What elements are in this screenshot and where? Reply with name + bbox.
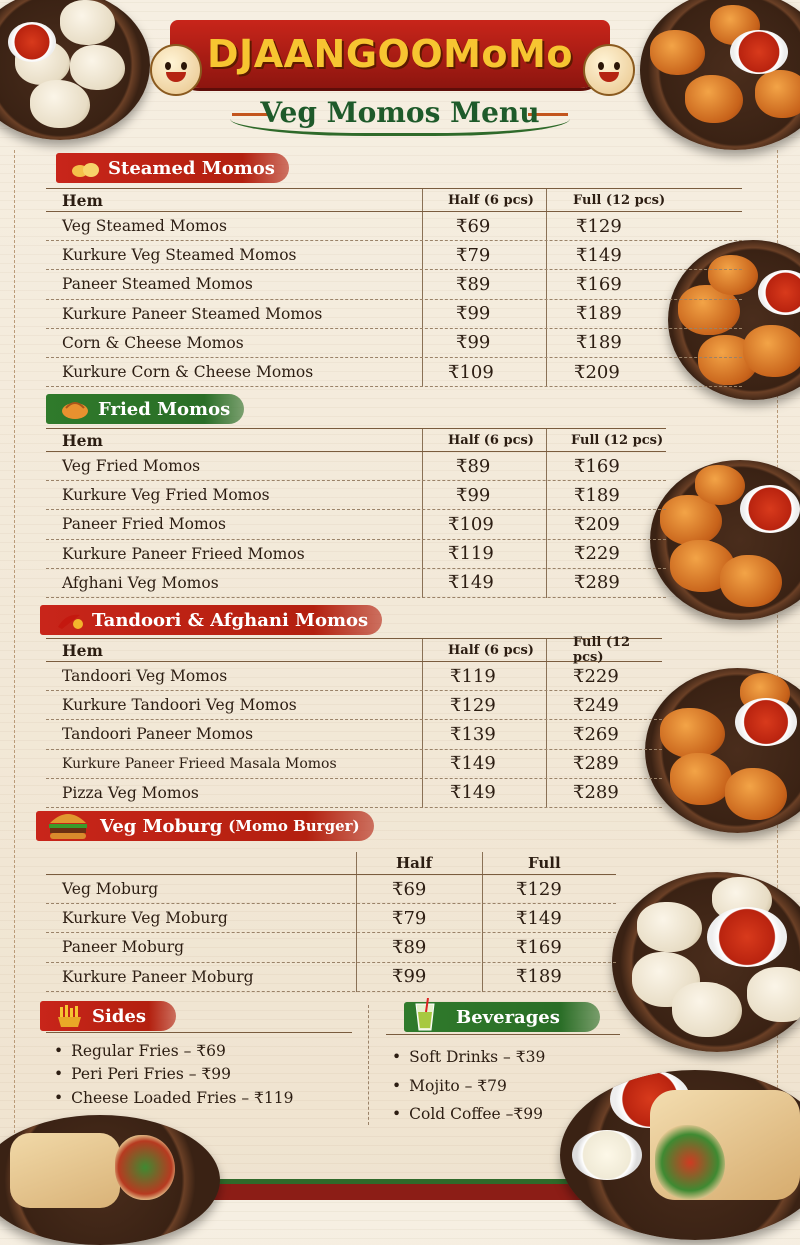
item-name: Kurkure Veg Moburg xyxy=(62,909,228,928)
price-full: ₹189 xyxy=(516,966,562,988)
table-row xyxy=(46,691,662,720)
table-row xyxy=(46,481,666,510)
price-full: ₹249 xyxy=(573,694,619,716)
column-header-item: Hem xyxy=(62,640,103,660)
section-heading-sides xyxy=(40,1001,176,1031)
column-header-item: Hem xyxy=(62,430,103,450)
fried-momo-plate-image xyxy=(640,0,800,150)
beverages-divider xyxy=(386,1034,620,1035)
column-header-half: Half (6 pcs) xyxy=(448,642,534,658)
price-full: ₹169 xyxy=(574,455,620,477)
table-row xyxy=(46,569,666,598)
price-full: ₹289 xyxy=(573,753,619,775)
list-item: • Cold Coffee –₹99 xyxy=(392,1100,545,1129)
table-row xyxy=(46,750,662,779)
list-item: • Cheese Loaded Fries – ₹119 xyxy=(54,1086,294,1110)
item-name: Kurkure Veg Steamed Momos xyxy=(62,246,297,265)
price-half: ₹149 xyxy=(448,572,494,594)
table-header xyxy=(46,188,742,212)
column-header-full: Full (12 pcs) xyxy=(571,432,664,448)
price-full: ₹189 xyxy=(574,484,620,506)
item-name: Kurkure Tandoori Veg Momos xyxy=(62,696,297,715)
column-header-full: Full xyxy=(528,854,561,872)
price-full: ₹289 xyxy=(574,572,620,594)
table-header xyxy=(46,428,666,452)
column-header-half: Half xyxy=(396,854,433,872)
column-header-full: Full (12 pcs) xyxy=(573,192,666,208)
price-full: ₹129 xyxy=(576,215,622,237)
price-half: ₹99 xyxy=(456,332,491,354)
table-row xyxy=(46,212,742,241)
price-half: ₹99 xyxy=(392,966,427,988)
price-half: ₹99 xyxy=(456,303,491,325)
price-half: ₹69 xyxy=(392,878,427,900)
price-full: ₹209 xyxy=(574,513,620,535)
list-item: • Peri Peri Fries – ₹99 xyxy=(54,1063,294,1087)
price-half: ₹129 xyxy=(450,694,496,716)
table-row xyxy=(46,933,616,962)
item-name: Tandoori Veg Momos xyxy=(62,667,228,686)
mascot-left-icon xyxy=(150,44,202,96)
table-row xyxy=(46,904,616,933)
burger-icon xyxy=(46,809,90,843)
section-heading-fried xyxy=(46,394,244,424)
price-half: ₹109 xyxy=(448,513,494,535)
price-full: ₹129 xyxy=(516,878,562,900)
section-title: Sides xyxy=(92,1005,147,1027)
logo-banner xyxy=(170,20,610,88)
price-half: ₹119 xyxy=(450,665,496,687)
table-header xyxy=(46,635,662,665)
price-half: ₹149 xyxy=(450,753,496,775)
item-name: Kurkure Paneer Frieed Masala Momos xyxy=(62,755,337,772)
fried-menu-table xyxy=(46,428,666,598)
section-heading-moburg xyxy=(36,811,374,841)
table-header xyxy=(46,852,616,875)
price-full: ₹229 xyxy=(573,665,619,687)
page-title: Veg Momos Menu xyxy=(260,96,540,129)
column-divider xyxy=(368,1005,369,1125)
price-full: ₹289 xyxy=(573,782,619,804)
price-half: ₹119 xyxy=(448,543,494,565)
wrap-plate-image xyxy=(0,1115,220,1245)
section-subtitle: (Momo Burger) xyxy=(228,817,360,835)
item-name: Veg Fried Momos xyxy=(62,457,201,476)
section-title: Beverages xyxy=(456,1006,560,1028)
item-name: Kurkure Paneer Moburg xyxy=(62,967,254,986)
table-row xyxy=(46,241,742,270)
table-row xyxy=(46,300,742,329)
column-header-half: Half (6 pcs) xyxy=(448,432,534,448)
subtitle-ribbon xyxy=(230,93,570,136)
item-name: Paneer Fried Momos xyxy=(62,515,226,534)
price-full: ₹269 xyxy=(573,723,619,745)
table-row xyxy=(46,662,662,691)
price-full: ₹169 xyxy=(576,273,622,295)
table-row xyxy=(46,540,666,569)
price-half: ₹79 xyxy=(456,244,491,266)
brand-logo: DJAANGOOMoMo xyxy=(207,32,573,76)
section-title: Fried Momos xyxy=(98,398,231,420)
price-full: ₹169 xyxy=(516,936,562,958)
column-header-half: Half (6 pcs) xyxy=(448,192,534,208)
dumpling-icon xyxy=(70,157,100,179)
item-name: Veg Steamed Momos xyxy=(62,217,227,236)
sides-divider xyxy=(46,1032,352,1033)
price-full: ₹189 xyxy=(576,303,622,325)
price-half: ₹89 xyxy=(456,455,491,477)
item-name: Afghani Veg Momos xyxy=(62,573,219,592)
moburg-menu-table xyxy=(46,852,616,992)
price-half: ₹99 xyxy=(456,484,491,506)
drink-glass-icon xyxy=(410,998,440,1032)
table-row xyxy=(46,963,616,992)
section-title: Veg Moburg xyxy=(100,815,223,837)
item-name: Paneer Moburg xyxy=(62,938,185,957)
price-full: ₹229 xyxy=(574,543,620,565)
fried-momo-icon xyxy=(60,398,90,420)
price-half: ₹149 xyxy=(450,782,496,804)
price-half: ₹89 xyxy=(392,936,427,958)
table-row xyxy=(46,329,742,358)
price-half: ₹79 xyxy=(392,907,427,929)
section-heading-beverages xyxy=(404,1002,600,1032)
section-title: Steamed Momos xyxy=(108,157,275,179)
list-item: • Mojito – ₹79 xyxy=(392,1072,545,1101)
sides-list xyxy=(54,1039,294,1110)
table-row xyxy=(46,779,662,808)
price-full: ₹209 xyxy=(574,361,620,383)
column-header-item: Hem xyxy=(62,190,103,210)
price-full: ₹149 xyxy=(576,244,622,266)
item-name: Kurkure Corn & Cheese Momos xyxy=(62,363,314,382)
table-row xyxy=(46,452,666,481)
item-name: Kurkure Paneer Steamed Momos xyxy=(62,304,323,323)
price-half: ₹69 xyxy=(456,215,491,237)
price-half: ₹109 xyxy=(448,361,494,383)
list-item: • Regular Fries – ₹69 xyxy=(54,1039,294,1063)
item-name: Corn & Cheese Momos xyxy=(62,333,244,352)
table-row xyxy=(46,270,742,299)
item-name: Kurkure Veg Fried Momos xyxy=(62,486,270,505)
item-name: Pizza Veg Momos xyxy=(62,783,199,802)
item-name: Paneer Steamed Momos xyxy=(62,275,253,294)
beverages-list xyxy=(392,1043,545,1129)
price-full: ₹149 xyxy=(516,907,562,929)
item-name: Kurkure Paneer Frieed Momos xyxy=(62,544,305,563)
chili-icon xyxy=(54,609,84,631)
section-heading-tandoori xyxy=(40,605,382,635)
item-name: Veg Moburg xyxy=(62,880,159,899)
tandoori-menu-table xyxy=(46,635,662,808)
table-row xyxy=(46,358,742,387)
table-row xyxy=(46,510,666,539)
table-row xyxy=(46,720,662,749)
steamed-momo-plate-image xyxy=(0,0,150,140)
price-full: ₹189 xyxy=(576,332,622,354)
steamed-menu-table xyxy=(46,188,742,387)
fries-icon xyxy=(54,1005,84,1027)
column-header-full: Full (12 pcs) xyxy=(573,635,631,665)
item-name: Tandoori Paneer Momos xyxy=(62,725,254,744)
price-half: ₹139 xyxy=(450,723,496,745)
section-title: Tandoori & Afghani Momos xyxy=(92,609,369,631)
section-heading-steamed xyxy=(56,153,289,183)
mascot-right-icon xyxy=(583,44,635,96)
list-item: • Soft Drinks – ₹39 xyxy=(392,1043,545,1072)
table-row xyxy=(46,875,616,904)
price-half: ₹89 xyxy=(456,273,491,295)
